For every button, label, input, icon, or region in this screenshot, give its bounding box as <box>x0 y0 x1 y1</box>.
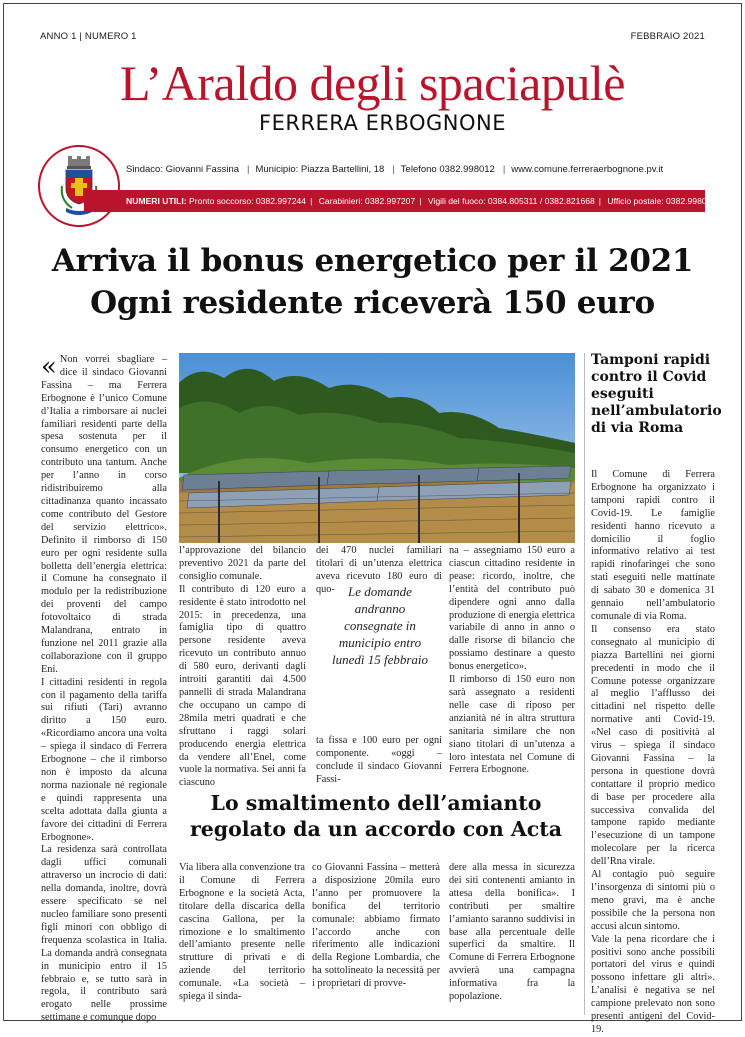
sidebar-paragraph: Al contagio può seguire l’insorgenza di sintomi più o meno gravi, ma è anche possibile che la persona non accusi alcun sintomo. <box>591 869 715 932</box>
phone-info: Telefono 0382.998012 <box>400 164 495 175</box>
second-paragraph: Via libera alla convenzione tra il Comune di Ferrera Erbognone e la società Acta, titolare della discarica della cascina Gallona, per la rimozione e lo smaltimento dell’amianto presente nelle strutture di privati e di aziende del territorio comunale. «La società – spiega il sinda- <box>179 862 305 1003</box>
lead-paragraph: ta fissa e 100 euro per ogni componente. «oggi – conclude il sindaco Giovanni Fassi- <box>316 735 442 785</box>
lead-paragraph: I cittadini residenti in regola con il pagamento della tariffa sui rifiuti (Tari) avranno diritto a 150 euro. «Ricordiamo ancora una volta – spiega il sindaco di Ferrera Erbognone – che il rimborso non è imposto da alcuna norma nazionale né regionale e quindi rappresenta una scelta adottata dalla giunta a favore dei cittadini di Ferrera Erbognone». <box>41 676 167 843</box>
useful-number-item: Carabinieri: 0382.997207 <box>318 196 416 206</box>
sidebar-paragraph: Il consenso era stato consegnato al municipio di piazza Bartellini nei giorni precedenti in modo che il Comune potesse organizzare al meglio l’afflusso dei cittadini nel rispetto delle normative anti Covid-19. «Nel caso di positività al virus – spiega il sindaco Giovanni Fassina – la persona in questione dovrà contattare il proprio medico di base per procedere alla successiva convalida del tampone rapido mediante l’esecuzione di un tampone molecolare per la ricerca dell’Rna virale. <box>591 623 715 868</box>
column-divider <box>584 353 585 1015</box>
lead-paragraph: La residenza sarà controllata dagli uffici comunali attraverso un incrocio di dati: nella domanda, inoltre, dovrà essere specificato se nel nucleo familiare sono presenti figli minori con obbligo di frequenza scolastica in Italia. La domanda andrà consegnata in municipio entro il 15 febbraio e, se tutto sarà in regola, il contributo sarà erogato nelle prossime settimane e comunque dopo <box>41 844 167 1024</box>
lead-headline-line2: Ogni residente riceverà 150 euro <box>90 285 655 321</box>
lead-article-column-4 <box>449 545 575 781</box>
issue-date: FEBBRAIO 2021 <box>630 31 705 42</box>
issue-bar <box>40 31 705 45</box>
lead-article-column-1 <box>41 352 167 1024</box>
useful-number-item: Vigili del fuoco: 0384.805311 / 0382.821668 <box>427 196 595 206</box>
sidebar-paragraph: Il Comune di Ferrera Erbognone ha organizzato i tamponi rapidi contro il Covid-19. Le famiglie residenti hanno ricevuto a domicilio il foglio informativo relativo ai test rapidi rinofaringei che sono stati eseguiti nelle mattinate di sabato 30 e domenica 31 gennaio nell’ambulatorio comunale di via Roma. <box>591 469 715 622</box>
second-article-headline <box>179 790 573 842</box>
lead-paragraph: l’approvazione del bilancio preventivo 2021 da parte del consiglio comunale. <box>179 545 306 582</box>
contact-info-line <box>126 164 705 180</box>
separator: | <box>502 164 506 175</box>
quote-mark: « <box>41 352 57 382</box>
lead-paragraph: na – assegniamo 150 euro a ciascun cittadino residente in pease: ricordo, inoltre, che l’entità del contributo può dipendere ogni anno dalla produzione di energia elettrica variabile di anno in anno o dalle risorse di bilancio che possiamo destinare a questo bonus energetico». <box>449 545 575 673</box>
second-paragraph: dere alla messa in sicurezza dei siti contenenti amianto in attesa della bonifica». I contributi per smaltire l’amianto saranno suddivisi in base alla percentuale delle superfici da smaltire. Il Comune di Ferrera Erbognone avvierà una campagna informativa fra la popolazione. <box>449 862 575 1003</box>
lead-paragraph: Il rimborso di 150 euro non sarà assegnato a residenti nelle case di riposo per anzianità né in altra struttura sanitaria similare che non siano titolari di un’utenza a loro intestata nel Comune di Ferrera Erbognone. <box>449 674 575 776</box>
pull-quote: Le domande andranno consegnate in municipio entro lunedì 15 febbraio <box>331 584 429 667</box>
lead-paragraph: dei 470 nuclei familiari titolari di un’utenza elettrica aveva ricevuto 180 euro di quo- <box>316 545 442 595</box>
town-name: FERRERA ERBOGNONE <box>259 111 506 135</box>
sidebar-headline: Tamponi rapidi contro il Covid eseguiti nell’ambulatorio di via Roma <box>591 352 722 436</box>
useful-number-item: Ufficio postale: 0382.998035 <box>607 196 717 206</box>
issue-number: ANNO 1 | NUMERO 1 <box>40 31 137 42</box>
separator: | <box>247 164 250 175</box>
useful-numbers-bar: NUMERI UTILI: Pronto soccorso: 0382.997244 | Carabinieri: 0382.997207 | Vigili del fuoco: 0384.805311 / 0382.821668 | Ufficio postale: 0382.998035 <box>84 190 705 212</box>
lead-headline-line1: Arriva il bonus energetico per il 2021 <box>51 243 694 279</box>
lead-article-column-2 <box>179 545 306 789</box>
useful-number-item: Pronto soccorso: 0382.997244 <box>189 196 307 206</box>
second-article-column-1 <box>179 862 305 1016</box>
solar-field-photo <box>179 353 575 543</box>
lead-paragraph: Il contributo di 120 euro a residente è stato introdotto nel 2015: in precedenza, una famiglia tipo di quattro persone residente aveva ricevuto un contributo annuo di 580 euro, derivanti dagli introiti garantiti dai 4.500 pannelli di strada Malandrana che occupano un campo di 28mila metri quadrati e che sfruttano i raggi solari producendo energia elettrica da vendere all’Enel, come vuole la normativa. Sei anni fa ciascuno <box>179 583 306 789</box>
lead-paragraph: Non vorrei sbagliare – dice il sindaco Giovanni Fassina – ma Ferrera Erbognone è l’unico Comune d’Italia a rimborsare ai nuclei familiari residenti parte della spesa sostenuta per il consumo energetico con un contributo una tantum. Anche per l’anno in corso ridistribuiremo alla cittadinanza quanto incassato come contributo del Gestore del servizio elettrico». Definito il rimborso di 150 euro per ogni residente sulla bolletta dell’energia elettrica: il Comune ha consegnato il modulo per la redistribuzione dei proventi del campo fotovoltaico di strada Malandrana, entrato in funzione nel 2011 grazie alla collaborazione con il gruppo Eni. <box>41 354 167 675</box>
lead-article-column-3-bottom <box>316 735 442 785</box>
sidebar-article-body <box>591 469 715 1035</box>
website-link[interactable]: www.comune.ferreraerbognone.pv.it <box>511 164 664 175</box>
masthead-title: L’Araldo degli spaciapulè <box>120 55 625 111</box>
separator: | <box>392 164 395 175</box>
sidebar-paragraph: Vale la pena ricordare che i positivi sono anche possibili portatori del virus e quindi possono infettare gli altri». L’analisi è negativa se nel campione prelevato non sono presenti antigeni del Covid-19. <box>591 933 715 1035</box>
newspaper-page <box>3 3 742 1035</box>
useful-numbers-label: NUMERI UTILI: <box>126 196 187 206</box>
second-headline-line2: regolato da un accordo con Acta <box>189 817 563 841</box>
second-article-column-3 <box>449 862 575 1016</box>
town-coat-of-arms-icon <box>38 145 120 227</box>
mayor-info: Sindaco: Giovanni Fassina <box>126 164 240 175</box>
town-hall-info: Municipio: Piazza Bartellini, 18 <box>255 164 385 175</box>
second-article-column-2 <box>312 862 440 1016</box>
lead-headline <box>4 240 741 324</box>
second-paragraph: co Giovanni Fassina – metterà a disposizione 20mila euro l’anno per promuovere la bonifica del territorio comunale: abbiamo firmato l’accordo anche con riferimento alle indicazioni della Regione Lombardia, che ha sottolineato la necessità per i proprietari di provve- <box>312 862 440 990</box>
second-headline-line1: Lo smaltimento dell’amianto <box>210 791 542 815</box>
